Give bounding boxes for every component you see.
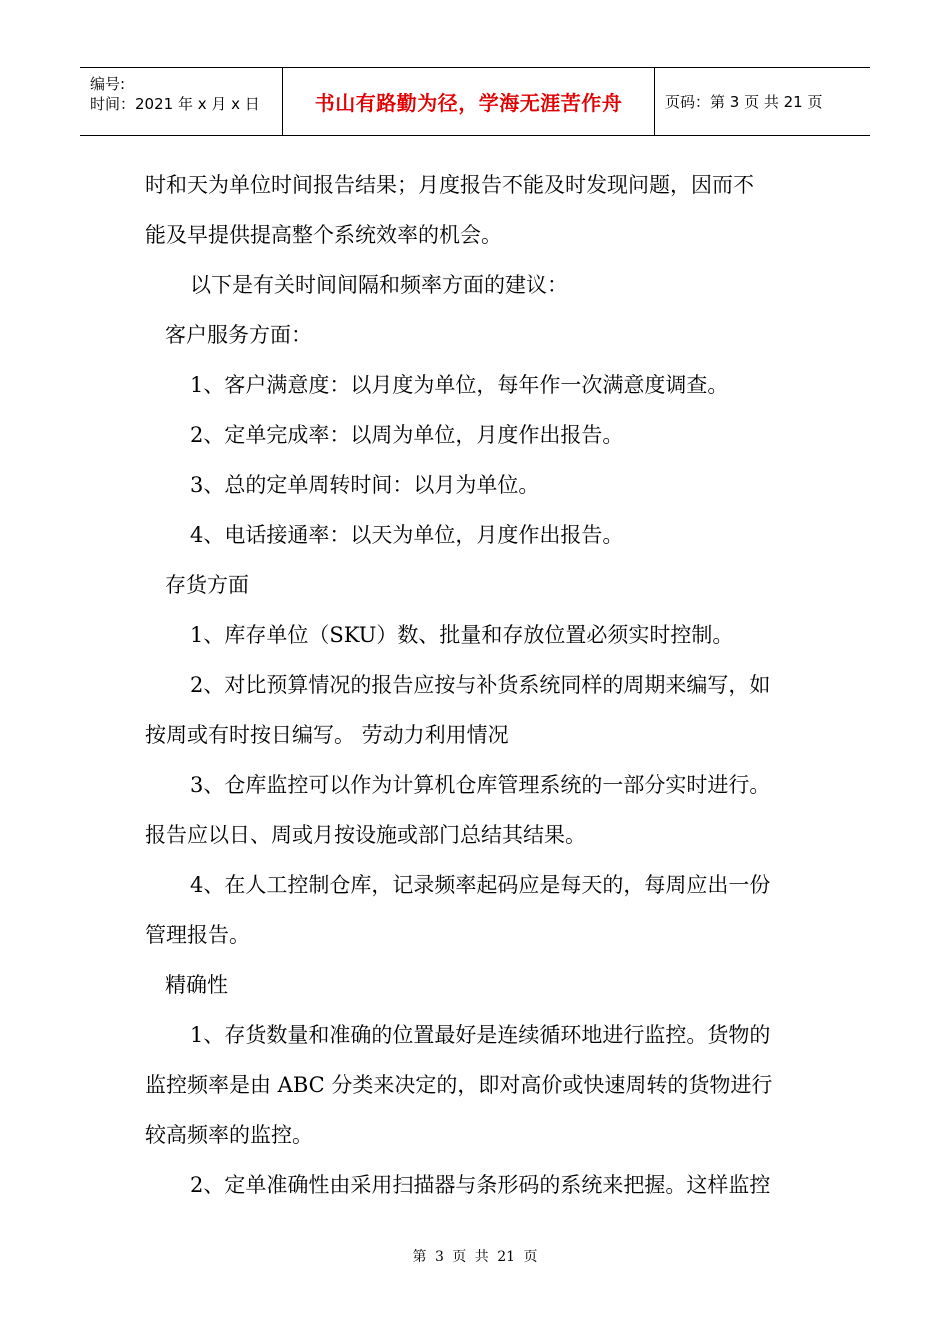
list-item: 2、定单完成率：以周为单位，月度作出报告。 xyxy=(190,423,624,447)
list-item: 4、电话接通率：以天为单位，月度作出报告。 xyxy=(190,523,624,547)
header-divider xyxy=(654,68,655,135)
document-number-label: 编号: xyxy=(90,75,126,93)
header-meta xyxy=(90,74,260,114)
body-line: 报告应以日、周或月按设施或部门总结其结果。 xyxy=(145,823,586,847)
section-heading: 精确性 xyxy=(165,973,228,997)
section-heading: 客户服务方面： xyxy=(165,323,312,347)
page-header xyxy=(80,67,870,136)
body-line: 较高频率的监控。 xyxy=(145,1123,313,1147)
body-line: 时和天为单位时间报告结果；月度报告不能及时发现问题，因而不 xyxy=(145,173,754,197)
list-item: 1、存货数量和准确的位置最好是连续循环地进行监控。货物的 xyxy=(190,1023,771,1047)
body-line: 按周或有时按日编写。 劳动力利用情况 xyxy=(145,723,509,747)
body-line: 管理报告。 xyxy=(145,923,250,947)
document-date-label: 时间：2021 年 x 月 x 日 xyxy=(90,95,260,113)
body-line: 监控频率是由 ABC 分类来决定的，即对高价或快速周转的货物进行 xyxy=(145,1073,773,1097)
list-item: 3、总的定单周转时间：以月为单位。 xyxy=(190,473,540,497)
header-motto: 书山有路勤为径，学海无涯苦作舟 xyxy=(314,91,623,115)
list-item: 4、在人工控制仓库，记录频率起码应是每天的，每周应出一份 xyxy=(190,873,771,897)
body-line: 以下是有关时间间隔和频率方面的建议： xyxy=(190,273,568,297)
page-footer: 第 3 页 共 21 页 xyxy=(412,1249,538,1265)
body-line: 能及早提供提高整个系统效率的机会。 xyxy=(145,223,502,247)
list-item: 1、客户满意度：以月度为单位，每年作一次满意度调查。 xyxy=(190,373,729,397)
header-page-info: 页码：第 3 页 共 21 页 xyxy=(665,93,823,111)
list-item: 3、仓库监控可以作为计算机仓库管理系统的一部分实时进行。 xyxy=(190,773,771,797)
list-item: 2、对比预算情况的报告应按与补货系统同样的周期来编写，如 xyxy=(190,673,771,697)
list-item: 1、库存单位（SKU）数、批量和存放位置必须实时控制。 xyxy=(190,623,734,647)
section-heading: 存货方面 xyxy=(165,573,249,597)
list-item: 2、定单准确性由采用扫描器与条形码的系统来把握。这样监控 xyxy=(190,1173,771,1197)
